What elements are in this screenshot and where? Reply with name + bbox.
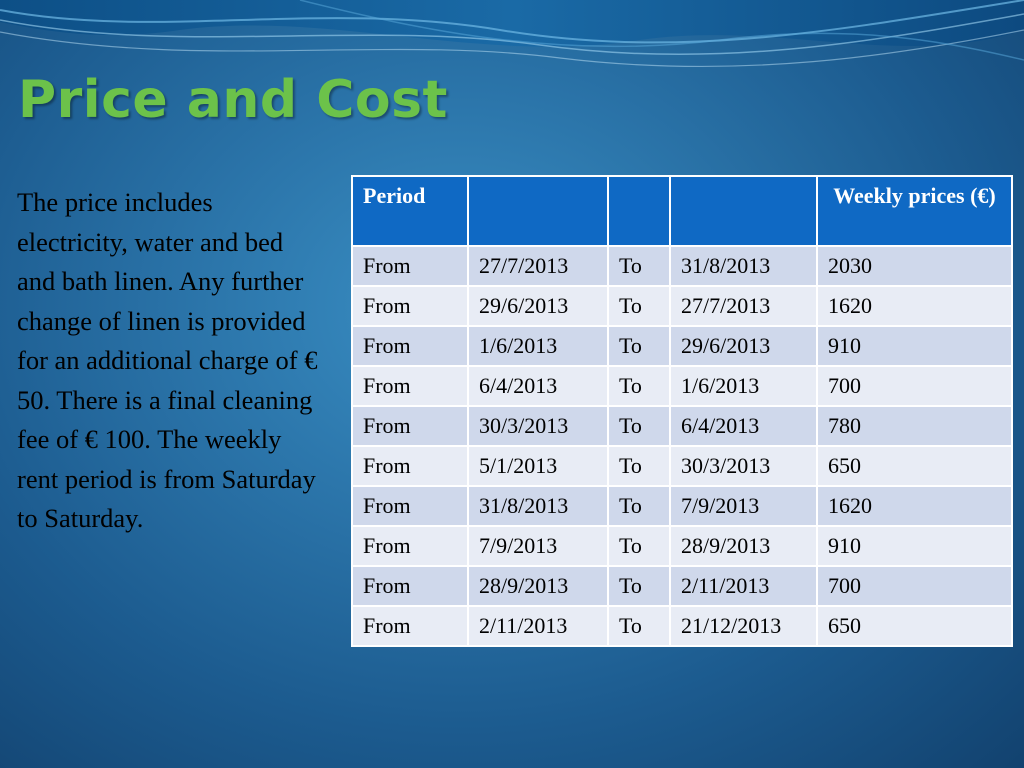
table-row (352, 566, 1012, 606)
cell-to: To (608, 526, 670, 566)
cell-start-date: 1/6/2013 (468, 326, 608, 366)
cell-to: To (608, 486, 670, 526)
cell-end-date: 2/11/2013 (670, 566, 817, 606)
cell-to: To (608, 406, 670, 446)
cell-end-date: 28/9/2013 (670, 526, 817, 566)
cell-start-date: 31/8/2013 (468, 486, 608, 526)
cell-end-date: 7/9/2013 (670, 486, 817, 526)
slide-title: Price and Cost (18, 70, 448, 130)
cell-start-date: 27/7/2013 (468, 246, 608, 286)
cell-to: To (608, 246, 670, 286)
table-row (352, 406, 1012, 446)
cell-weekly-price: 650 (817, 606, 1012, 646)
cell-start-date: 7/9/2013 (468, 526, 608, 566)
cell-from: From (352, 566, 468, 606)
cell-weekly-price: 700 (817, 566, 1012, 606)
table-row (352, 526, 1012, 566)
table-row (352, 326, 1012, 366)
header-period: Period (352, 176, 468, 246)
header-start-date (468, 176, 608, 246)
cell-from: From (352, 366, 468, 406)
cell-to: To (608, 606, 670, 646)
cell-end-date: 21/12/2013 (670, 606, 817, 646)
price-table (351, 175, 1013, 647)
cell-end-date: 30/3/2013 (670, 446, 817, 486)
table-header-row (352, 176, 1012, 246)
cell-end-date: 1/6/2013 (670, 366, 817, 406)
cell-from: From (352, 446, 468, 486)
cell-end-date: 29/6/2013 (670, 326, 817, 366)
cell-weekly-price: 910 (817, 326, 1012, 366)
header-to (608, 176, 670, 246)
cell-start-date: 6/4/2013 (468, 366, 608, 406)
price-description: The price includes electricity, water and bed and bath linen. Any further change of linen is provided for an additional charge of € 50. There is a final cleaning fee of € 100. The weekly rent period is from Saturday to Saturday. (17, 187, 318, 533)
cell-weekly-price: 2030 (817, 246, 1012, 286)
cell-start-date: 5/1/2013 (468, 446, 608, 486)
table-row (352, 286, 1012, 326)
cell-weekly-price: 1620 (817, 286, 1012, 326)
cell-to: To (608, 366, 670, 406)
cell-start-date: 28/9/2013 (468, 566, 608, 606)
table-row (352, 246, 1012, 286)
cell-from: From (352, 326, 468, 366)
cell-from: From (352, 526, 468, 566)
cell-start-date: 2/11/2013 (468, 606, 608, 646)
header-weekly-prices: Weekly prices (€) (817, 176, 1012, 246)
cell-to: To (608, 566, 670, 606)
cell-weekly-price: 1620 (817, 486, 1012, 526)
cell-end-date: 6/4/2013 (670, 406, 817, 446)
cell-weekly-price: 910 (817, 526, 1012, 566)
cell-to: To (608, 326, 670, 366)
table-row (352, 486, 1012, 526)
cell-end-date: 31/8/2013 (670, 246, 817, 286)
cell-weekly-price: 650 (817, 446, 1012, 486)
cell-from: From (352, 286, 468, 326)
cell-to: To (608, 446, 670, 486)
table-row (352, 446, 1012, 486)
cell-from: From (352, 246, 468, 286)
cell-from: From (352, 486, 468, 526)
cell-weekly-price: 700 (817, 366, 1012, 406)
cell-start-date: 30/3/2013 (468, 406, 608, 446)
cell-to: To (608, 286, 670, 326)
cell-weekly-price: 780 (817, 406, 1012, 446)
table-row (352, 606, 1012, 646)
header-end-date (670, 176, 817, 246)
cell-from: From (352, 406, 468, 446)
table-row (352, 366, 1012, 406)
cell-from: From (352, 606, 468, 646)
cell-end-date: 27/7/2013 (670, 286, 817, 326)
cell-start-date: 29/6/2013 (468, 286, 608, 326)
